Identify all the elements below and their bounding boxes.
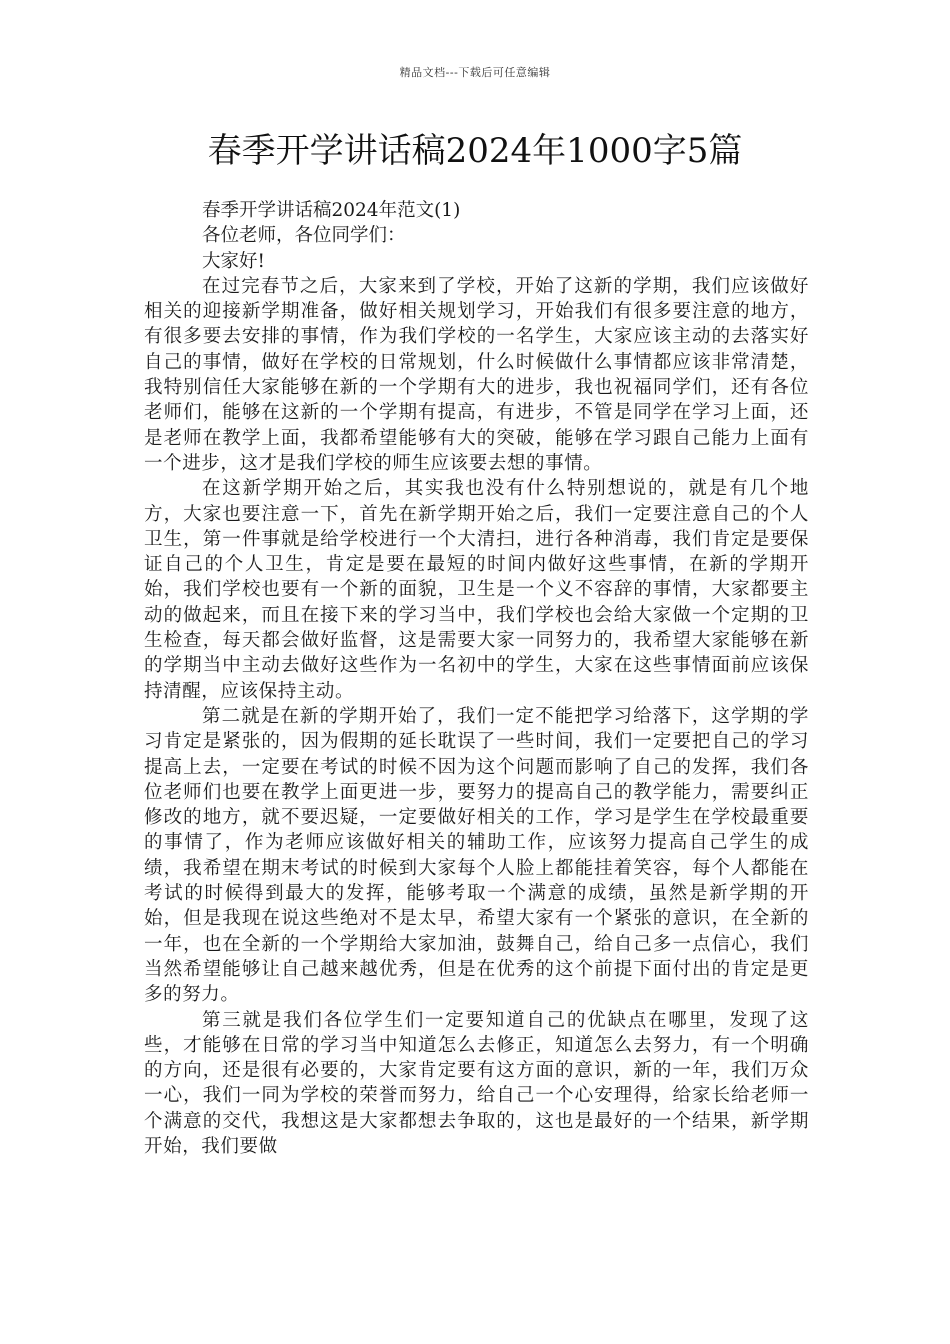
- paragraph-3: 第二就是在新的学期开始了，我们一定不能把学习给落下，这学期的学习肯定是紧张的，因为假期的延长耽误了一些时间，我们一定要把自己的学习提高上去，一定要在考试的时候不因为这个问题而影响了自己的发挥，我们各位老师们也要在教学上面更进一步，要努力的提高自己的教学能力，需要纠正修改的地方，就不要迟疑，一定要做好相关的工作，学习是学生在学校最重要的事情了，作为老师应该做好相关的辅助工作，应该努力提高自己学生的成绩，我希望在期末考试的时候到大家每个人脸上都能挂着笑容，每个人都能在考试的时候得到最大的发挥，能够考取一个满意的成绩，虽然是新学期的开始，但是我现在说这些绝对不是太早，希望大家有一个紧张的意识，在全新的一年，也在全新的一个学期给大家加油，鼓舞自己，给自己多一点信心，我们当然希望能够让自己越来越优秀，但是在优秀的这个前提下面付出的肯定是更多的努力。: [144, 705, 809, 1006]
- paragraph-1: 在过完春节之后，大家来到了学校，开始了这新的学期，我们应该做好相关的迎接新学期准备，做好相关规划学习，开始我们有很多要注意的地方，有很多要去安排的事情，作为我们学校的一名学生，大家应该主动的去落实好自己的事情，做好在学校的日常规划，什么时候做什么事情都应该非常清楚，我特别信任大家能够在新的一个学期有大的进步，我也祝福同学们，还有各位老师们，能够在这新的一个学期有提高，有进步，不管是同学在学习上面，还是老师在教学上面，我都希望能够有大的突破，能够在学习跟自己能力上面有一个进步，这才是我们学校的师生应该要去想的事情。: [144, 275, 809, 474]
- page-header-note: 精品文档---下载后可任意编辑: [399, 66, 551, 79]
- document-title: 春季开学讲话稿2024年1000字5篇: [207, 131, 743, 171]
- document-body: [144, 198, 809, 1159]
- paragraph-4: 第三就是我们各位学生们一定要知道自己的优缺点在哪里，发现了这些，才能够在日常的学习当中知道怎么去修正，知道怎么去努力，有一个明确的方向，还是很有必要的，大家肯定要有这方面的意识，新的一年，我们万众一心，我们一同为学校的荣誉而努力，给自己一个心安理得，给家长给老师一个满意的交代，我想这是大家都想去争取的，这也是最好的一个结果，新学期开始，我们要做: [144, 1009, 809, 1157]
- document-subtitle: 春季开学讲话稿2024年范文(1): [202, 200, 461, 221]
- salutation: 各位老师，各位同学们：: [202, 225, 406, 247]
- paragraph-2: 在这新学期开始之后，其实我也没有什么特别想说的，就是有几个地方，大家也要注意一下，首先在新学期开始之后，我们一定要注意自己的个人卫生，第一件事就是给学校进行一个大清扫，进行各种消毒，我们肯定是要保证自己的个人卫生，肯定是要在最短的时间内做好这些事情，在新的学期开始，我们学校也要有一个新的面貌，卫生是一个义不容辞的事情，大家都要主动的做起来，而且在接下来的学习当中，我们学校也会给大家做一个定期的卫生检查，每天都会做好监督，这是需要大家一同努力的，我希望大家能够在新的学期当中主动去做好这些作为一名初中的学生，大家在这些事情面前应该保持清醒，应该保持主动。: [144, 478, 809, 702]
- greeting: 大家好!: [202, 250, 265, 272]
